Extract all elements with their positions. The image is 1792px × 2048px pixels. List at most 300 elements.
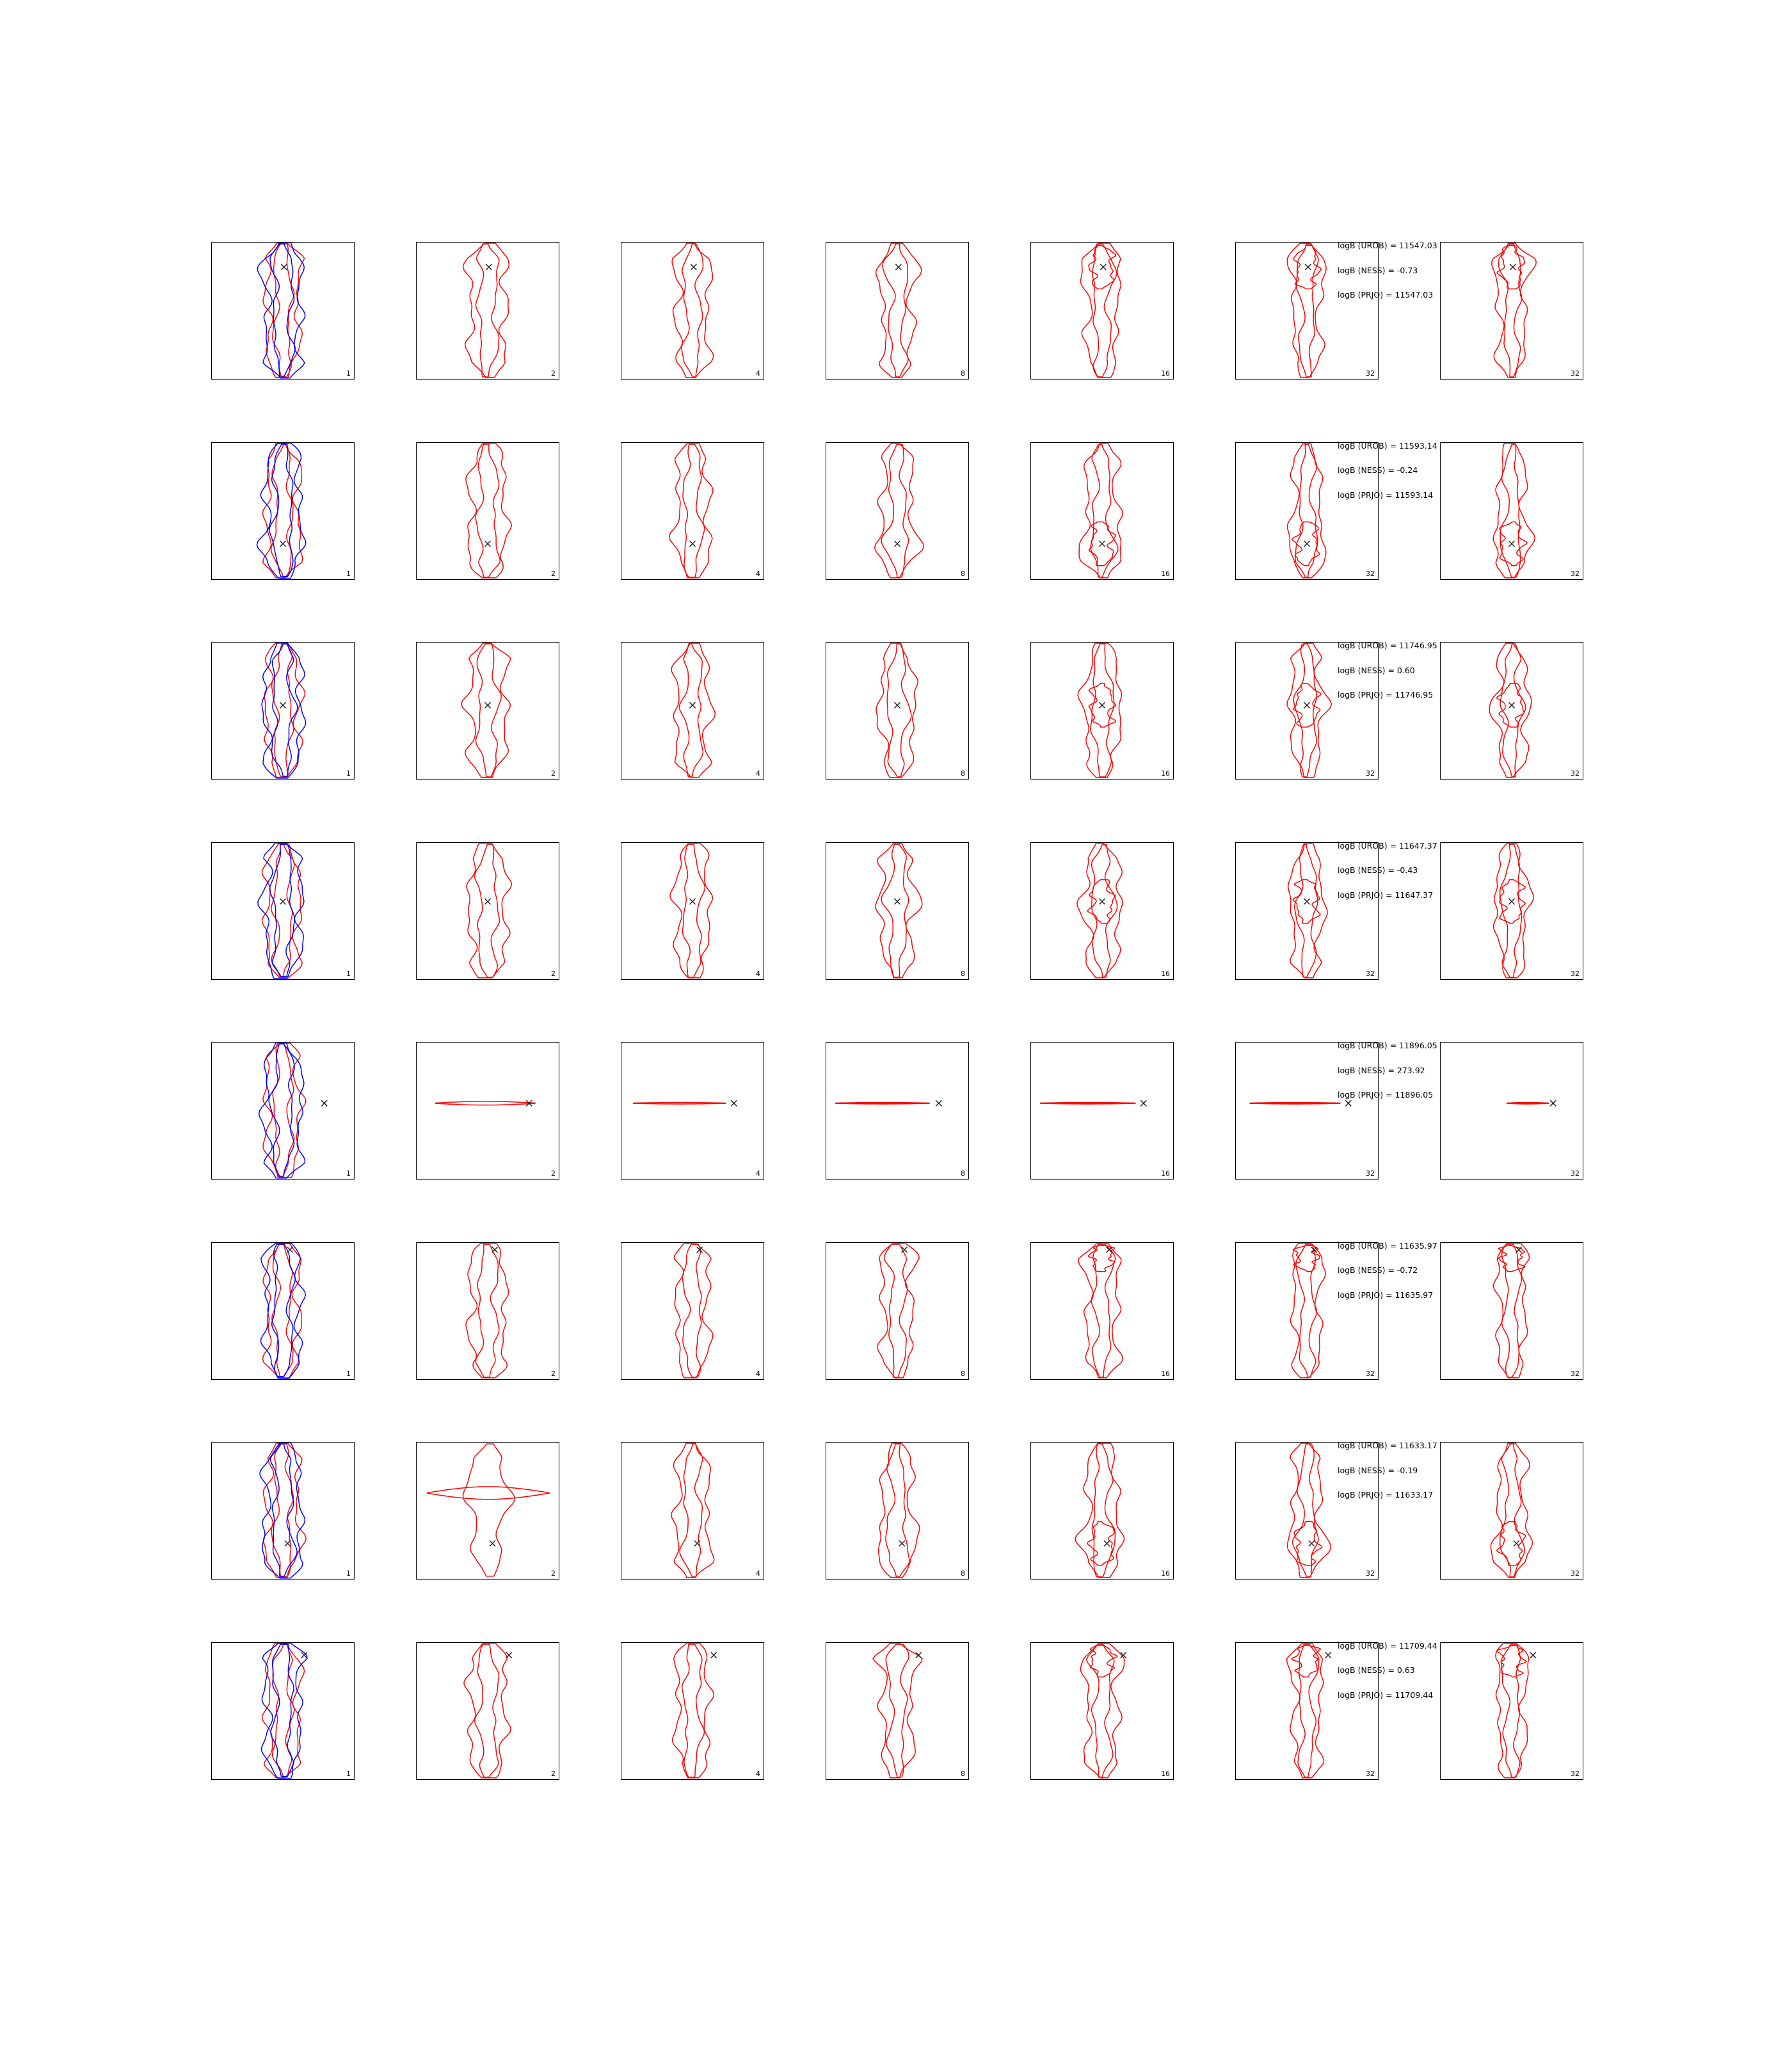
- x-axis-tick-mark: [621, 1579, 622, 1580]
- panel-index-label: 8: [961, 1769, 965, 1778]
- annotation-text: logB (PRJO) = 11896.05: [1338, 1090, 1434, 1100]
- x-axis-tick-mark: [898, 779, 899, 780]
- map-marker-icon: [711, 1652, 717, 1658]
- map-marker-icon: [916, 1652, 922, 1658]
- x-axis-tick-mark: [898, 579, 899, 580]
- x-axis-tick-mark: [1331, 779, 1332, 780]
- x-axis-tick-mark: [307, 579, 308, 580]
- contour-mid: [886, 1444, 909, 1577]
- contour-panel[interactable]: [826, 642, 969, 780]
- contour-panel[interactable]: [211, 442, 355, 580]
- row-annotation-block: [1338, 642, 1594, 716]
- contour-panel[interactable]: [416, 1042, 559, 1180]
- panel-index-label: 4: [756, 1169, 760, 1178]
- subplot-cell: [1030, 237, 1222, 437]
- x-axis-tick-mark: [1331, 1579, 1332, 1580]
- contour-panel[interactable]: [211, 1242, 355, 1380]
- x-axis-tick-mark: [1560, 779, 1561, 780]
- x-axis-tick-mark: [1464, 1379, 1465, 1380]
- x-axis-tick-mark: [741, 779, 742, 780]
- row-annotation-block: [1338, 1242, 1594, 1316]
- contour-panel[interactable]: [621, 1642, 764, 1780]
- contour-panel[interactable]: [1030, 842, 1174, 980]
- contour-mid: [475, 1644, 499, 1777]
- contour-lines: [621, 643, 764, 779]
- x-axis-tick-mark: [946, 979, 947, 980]
- x-axis-tick-mark: [826, 1579, 827, 1580]
- map-marker-icon: [484, 702, 490, 708]
- panel-index-label: 8: [961, 1369, 965, 1378]
- subplot-cell: [826, 637, 1018, 837]
- map-marker-icon: [281, 264, 287, 270]
- contour-lines: [1031, 1443, 1173, 1579]
- contour-outer: [1078, 643, 1121, 778]
- row-annotation-block: [1338, 442, 1594, 516]
- map-marker-icon: [1305, 264, 1311, 270]
- row-annotation-block: [1338, 1042, 1594, 1116]
- contour-mid-alt: [270, 1444, 297, 1576]
- contour-lines: [621, 1643, 764, 1779]
- map-marker-icon: [1140, 1100, 1146, 1106]
- contour-panel[interactable]: [621, 842, 764, 980]
- contour-outer: [262, 1644, 305, 1778]
- x-axis-tick-mark: [536, 1179, 537, 1180]
- contour-panel[interactable]: [211, 242, 355, 380]
- contour-panel[interactable]: [416, 1442, 559, 1580]
- contour-panel[interactable]: [416, 242, 559, 380]
- x-axis-tick-mark: [488, 1779, 489, 1780]
- x-axis-tick-mark: [1079, 379, 1080, 380]
- panel-index-label: 1: [346, 1369, 351, 1378]
- x-axis-tick-mark: [1126, 1379, 1127, 1380]
- contour-mid: [476, 244, 499, 377]
- panel-index-label: 32: [1571, 1769, 1580, 1778]
- subplot-cell: [1030, 437, 1222, 637]
- panel-index-label: 4: [756, 769, 760, 778]
- contour-lines: [826, 643, 968, 779]
- x-axis-tick-mark: [898, 979, 899, 980]
- panel-index-label: 32: [1571, 1569, 1580, 1578]
- x-axis-tick-mark: [536, 779, 537, 780]
- contour-panel[interactable]: [416, 1242, 559, 1380]
- panel-index-label: 2: [551, 1569, 556, 1578]
- map-marker-icon: [484, 541, 490, 547]
- x-axis-tick-mark: [1464, 1579, 1465, 1580]
- x-axis-tick-mark: [850, 379, 851, 380]
- x-axis-tick-mark: [946, 579, 947, 580]
- x-axis-tick-mark: [1079, 1379, 1080, 1380]
- panel-index-label: 16: [1161, 1369, 1170, 1378]
- x-axis-tick-mark: [1079, 979, 1080, 980]
- contour-lines: [417, 443, 559, 579]
- x-axis-tick-mark: [645, 1379, 646, 1380]
- x-axis-tick-mark: [1536, 1379, 1537, 1380]
- subplot-cell: [621, 437, 813, 637]
- x-axis-tick-mark: [512, 779, 513, 780]
- x-axis-tick-mark: [850, 979, 851, 980]
- panel-index-label: 8: [961, 969, 965, 978]
- contour-panel[interactable]: [826, 1642, 969, 1780]
- panel-index-label: 2: [551, 969, 556, 978]
- panel-index-label: 32: [1366, 1569, 1375, 1578]
- x-axis-tick-mark: [512, 1179, 513, 1180]
- panel-index-label: 8: [961, 1169, 965, 1178]
- x-axis-tick-mark: [512, 579, 513, 580]
- x-axis-tick-mark: [512, 1579, 513, 1580]
- annotation-text: logB (UROB) = 11709.44: [1338, 1640, 1437, 1651]
- x-axis-tick-mark: [874, 1579, 875, 1580]
- panel-index-label: 2: [551, 1769, 556, 1778]
- contour-panel[interactable]: [1030, 642, 1174, 780]
- x-axis-tick-mark: [1512, 779, 1513, 780]
- subplot-cell: [826, 837, 1018, 1037]
- contour-outer: [1287, 243, 1326, 378]
- x-axis-tick-mark: [898, 1179, 899, 1180]
- x-axis-tick-mark: [669, 379, 670, 380]
- map-marker-icon: [280, 541, 285, 547]
- x-axis-tick-mark: [1536, 779, 1537, 780]
- contour-mid-alt: [269, 1044, 294, 1176]
- subplot-cell: [621, 837, 813, 1037]
- x-axis-tick-mark: [1560, 379, 1561, 380]
- subplot-cell: [1030, 1237, 1222, 1437]
- annotation-text: logB (NESS) = 0.63: [1338, 1665, 1415, 1675]
- panel-index-label: 32: [1366, 369, 1375, 378]
- contour-outer: [634, 1103, 726, 1104]
- x-axis-tick-mark: [946, 779, 947, 780]
- x-axis-tick-mark: [1512, 979, 1513, 980]
- contour-lines: [1031, 1043, 1173, 1179]
- x-axis-tick-mark: [850, 1779, 851, 1780]
- contour-mid: [272, 644, 294, 777]
- x-axis-tick-mark: [1079, 1579, 1080, 1580]
- x-axis-tick-mark: [669, 1379, 670, 1380]
- map-marker-icon: [1514, 1540, 1519, 1546]
- contour-inner: [1090, 1645, 1117, 1677]
- contour-panel[interactable]: [826, 1042, 969, 1180]
- x-axis-tick-mark: [826, 1179, 827, 1180]
- map-marker-icon: [1508, 541, 1514, 547]
- subplot-cell: [1030, 1637, 1222, 1837]
- x-axis-tick-mark: [1031, 379, 1032, 380]
- x-axis-tick-mark: [874, 979, 875, 980]
- map-marker-icon: [490, 1540, 495, 1546]
- map-marker-icon: [492, 1247, 498, 1252]
- contour-lines: [621, 843, 764, 979]
- contour-outer: [463, 1444, 515, 1576]
- contour-outer: [263, 243, 305, 378]
- x-axis-tick-mark: [1464, 979, 1465, 980]
- x-axis-tick-mark: [874, 779, 875, 780]
- contour-panel[interactable]: [826, 1242, 969, 1380]
- contour-panel[interactable]: [1030, 1642, 1174, 1780]
- contour-lines: [417, 1443, 559, 1579]
- panel-index-label: 1: [346, 1169, 351, 1178]
- x-axis-tick-mark: [307, 1579, 308, 1580]
- contour-outer: [1079, 444, 1123, 578]
- contour-mid: [1087, 1644, 1114, 1777]
- x-axis-tick-mark: [488, 1579, 489, 1580]
- map-marker-icon: [689, 899, 695, 904]
- x-axis-tick-mark: [1512, 1179, 1513, 1180]
- contour-lines: [826, 1443, 968, 1579]
- panel-index-label: 16: [1161, 1569, 1170, 1578]
- contour-panel[interactable]: [826, 442, 969, 580]
- map-marker-icon: [486, 264, 492, 270]
- panel-index-label: 8: [961, 569, 965, 578]
- contour-panel[interactable]: [621, 1242, 764, 1380]
- x-axis-tick-mark: [512, 1379, 513, 1380]
- contour-mid: [1092, 244, 1117, 377]
- contour-panel[interactable]: [1030, 442, 1174, 580]
- subplot-cell: [826, 1237, 1018, 1437]
- subplot-cell: [1030, 837, 1222, 1037]
- x-axis-tick-mark: [1031, 1179, 1032, 1180]
- x-axis-tick-mark: [826, 779, 827, 780]
- subplot-cell: [416, 837, 608, 1037]
- x-axis-tick-mark: [1464, 579, 1465, 580]
- contour-lines: [1031, 643, 1173, 779]
- contour-lines: [212, 1043, 354, 1179]
- x-axis-tick-mark: [669, 1779, 670, 1780]
- x-axis-tick-mark: [1560, 1379, 1561, 1380]
- contour-panel[interactable]: [211, 1442, 355, 1580]
- contour-mid: [273, 244, 294, 377]
- x-axis-tick-mark: [946, 1779, 947, 1780]
- panel-index-label: 32: [1571, 1369, 1580, 1378]
- x-axis-tick-mark: [621, 1179, 622, 1180]
- contour-outer: [671, 643, 715, 778]
- panel-index-label: 4: [756, 1569, 760, 1578]
- x-axis-tick-mark: [826, 1379, 827, 1380]
- contour-panel[interactable]: [211, 1042, 355, 1180]
- map-marker-icon: [731, 1100, 737, 1106]
- x-axis-tick-mark: [741, 1379, 742, 1380]
- x-axis-tick-mark: [850, 1179, 851, 1180]
- panel-index-label: 2: [551, 569, 556, 578]
- x-axis-tick-mark: [1331, 1779, 1332, 1780]
- contour-inner: [839, 1103, 924, 1104]
- x-axis-tick-mark: [946, 379, 947, 380]
- x-axis-tick-mark: [1536, 579, 1537, 580]
- map-marker-icon: [1304, 702, 1309, 708]
- x-axis-tick-mark: [669, 579, 670, 580]
- map-marker-icon: [1099, 899, 1105, 904]
- x-axis-tick-mark: [621, 579, 622, 580]
- contour-lines: [212, 1443, 354, 1579]
- x-axis-tick-mark: [1560, 579, 1561, 580]
- x-axis-tick-mark: [1126, 979, 1127, 980]
- contour-panel[interactable]: [211, 642, 355, 780]
- x-axis-tick-mark: [1464, 779, 1465, 780]
- subplot-cell: [826, 1637, 1018, 1837]
- x-axis-tick-mark: [440, 579, 441, 580]
- contour-inner: [1089, 245, 1116, 289]
- x-axis-tick-mark: [741, 979, 742, 980]
- x-axis-tick-mark: [645, 979, 646, 980]
- contour-mid: [475, 844, 500, 977]
- contour-panel[interactable]: [826, 842, 969, 980]
- map-marker-icon: [1304, 899, 1309, 904]
- contour-panel[interactable]: [826, 242, 969, 380]
- contour-panel[interactable]: [211, 842, 355, 980]
- x-axis-tick-mark: [1464, 379, 1465, 380]
- contour-ridge: [428, 1487, 550, 1500]
- x-axis-tick-mark: [669, 1579, 670, 1580]
- contour-panel[interactable]: [211, 1642, 355, 1780]
- panel-index-label: 1: [346, 969, 351, 978]
- panel-index-label: 32: [1366, 969, 1375, 978]
- contour-panel[interactable]: [621, 442, 764, 580]
- x-axis-tick-mark: [874, 1779, 875, 1780]
- contour-mid: [1091, 444, 1118, 577]
- x-axis-tick-mark: [1126, 579, 1127, 580]
- contour-lines: [621, 1043, 764, 1179]
- contour-panel[interactable]: [826, 1442, 969, 1580]
- x-axis-tick-mark: [512, 1779, 513, 1780]
- annotation-text: logB (PRJO) = 11633.17: [1338, 1490, 1434, 1500]
- contour-mid: [884, 1244, 908, 1377]
- annotation-text: logB (PRJO) = 11547.03: [1338, 290, 1434, 300]
- map-marker-icon: [689, 702, 695, 708]
- contour-panel[interactable]: [621, 1042, 764, 1180]
- contour-panel[interactable]: [1030, 1042, 1174, 1180]
- row-annotation-block: [1338, 1642, 1594, 1716]
- contour-outer: [671, 1443, 714, 1578]
- x-axis-tick-mark: [693, 1779, 694, 1780]
- contour-panel[interactable]: [621, 642, 764, 780]
- contour-lines: [212, 243, 354, 379]
- map-marker-icon: [895, 264, 901, 270]
- x-axis-tick-mark: [1512, 379, 1513, 380]
- subplot-cell: [1030, 1437, 1222, 1637]
- contour-panel[interactable]: [1030, 242, 1174, 380]
- row-annotation-block: [1338, 242, 1594, 316]
- contour-lines: [826, 443, 968, 579]
- subplot-cell: [621, 1437, 813, 1637]
- contour-outer: [1077, 844, 1123, 978]
- contour-panel[interactable]: [416, 842, 559, 980]
- contour-panel[interactable]: [621, 242, 764, 380]
- subplot-cell: [621, 237, 813, 437]
- panel-index-label: 8: [961, 369, 965, 378]
- x-axis-tick-mark: [621, 979, 622, 980]
- subplot-cell: [211, 1037, 403, 1237]
- contour-outer: [1288, 1443, 1331, 1578]
- contour-panel[interactable]: [416, 642, 559, 780]
- contour-lines: [826, 243, 968, 379]
- x-axis-tick-mark: [645, 1179, 646, 1180]
- x-axis-tick-mark: [898, 1579, 899, 1580]
- contour-mid-alt: [271, 1644, 294, 1777]
- contour-inner: [1088, 1245, 1114, 1271]
- x-axis-tick-mark: [1512, 579, 1513, 580]
- subplot-cell: [1030, 1037, 1222, 1237]
- annotation-text: logB (NESS) = 0.60: [1338, 665, 1415, 675]
- contour-mid: [683, 444, 705, 577]
- contour-lines: [417, 1643, 559, 1779]
- x-axis-tick-mark: [693, 779, 694, 780]
- contour-lines: [1031, 443, 1173, 579]
- contour-lines: [826, 1043, 968, 1179]
- x-axis-tick-mark: [512, 379, 513, 380]
- contour-lines: [1031, 843, 1173, 979]
- contour-mid: [1293, 1444, 1318, 1577]
- annotation-text: logB (UROB) = 11633.17: [1338, 1441, 1437, 1450]
- x-axis-tick-mark: [440, 1179, 441, 1180]
- contour-lines: [1031, 243, 1173, 379]
- contour-outer-alt: [259, 1043, 305, 1178]
- contour-lines: [826, 1243, 968, 1379]
- subplot-cell: [826, 1037, 1018, 1237]
- x-axis-tick-mark: [536, 1779, 537, 1780]
- annotation-text: logB (UROB) = 11635.97: [1338, 1240, 1437, 1251]
- contour-mid: [682, 244, 703, 377]
- contour-outer: [1081, 243, 1121, 378]
- x-axis-tick-mark: [1331, 1379, 1332, 1380]
- contour-panel[interactable]: [621, 1442, 764, 1580]
- x-axis-tick-mark: [850, 1379, 851, 1380]
- x-axis-tick-mark: [1331, 979, 1332, 980]
- contour-lines: [417, 643, 559, 779]
- panel-index-label: 32: [1571, 569, 1580, 578]
- x-axis-tick-mark: [440, 979, 441, 980]
- x-axis-tick-mark: [741, 1779, 742, 1780]
- subplot-cell: [826, 237, 1018, 437]
- x-axis-tick-mark: [898, 379, 899, 380]
- contour-outer-alt: [257, 243, 305, 378]
- contour-panel[interactable]: [416, 442, 559, 580]
- annotation-text: logB (PRJO) = 11647.37: [1338, 890, 1434, 900]
- subplot-cell: [826, 1437, 1018, 1637]
- x-axis-tick-mark: [1126, 1179, 1127, 1180]
- map-marker-icon: [1099, 541, 1105, 547]
- annotation-text: logB (PRJO) = 11746.95: [1338, 690, 1434, 700]
- x-axis-tick-mark: [536, 1579, 537, 1580]
- contour-lines: [621, 1443, 764, 1579]
- map-marker-icon: [1309, 1540, 1315, 1546]
- subplot-cell: [621, 1637, 813, 1837]
- contour-outer: [461, 643, 511, 778]
- x-axis-tick-mark: [826, 379, 827, 380]
- x-axis-tick-mark: [693, 1179, 694, 1180]
- x-axis-tick-mark: [1536, 379, 1537, 380]
- x-axis-tick-mark: [621, 779, 622, 780]
- x-axis-tick-mark: [440, 1379, 441, 1380]
- annotation-text: logB (NESS) = -0.73: [1338, 265, 1418, 275]
- x-axis-tick-mark: [1560, 979, 1561, 980]
- x-axis-tick-mark: [741, 579, 742, 580]
- x-axis-tick-mark: [307, 979, 308, 980]
- subplot-cell: [1030, 637, 1222, 837]
- map-marker-icon: [1325, 1652, 1331, 1658]
- contour-panel[interactable]: [1030, 1242, 1174, 1380]
- contour-panel[interactable]: [416, 1642, 559, 1780]
- contour-mid: [881, 844, 909, 977]
- contour-outer: [436, 1101, 535, 1105]
- x-axis-tick-mark: [621, 379, 622, 380]
- contour-outer: [1287, 643, 1331, 778]
- map-marker-icon: [287, 1247, 293, 1252]
- contour-outer: [879, 1443, 920, 1578]
- x-axis-tick-mark: [1536, 1779, 1537, 1780]
- annotation-text: logB (UROB) = 11746.95: [1338, 641, 1437, 650]
- x-axis-tick-mark: [669, 779, 670, 780]
- contour-mid: [1296, 1244, 1316, 1377]
- contour-panel[interactable]: [1030, 1442, 1174, 1580]
- contour-lines: [1031, 1643, 1173, 1779]
- map-marker-icon: [691, 264, 696, 270]
